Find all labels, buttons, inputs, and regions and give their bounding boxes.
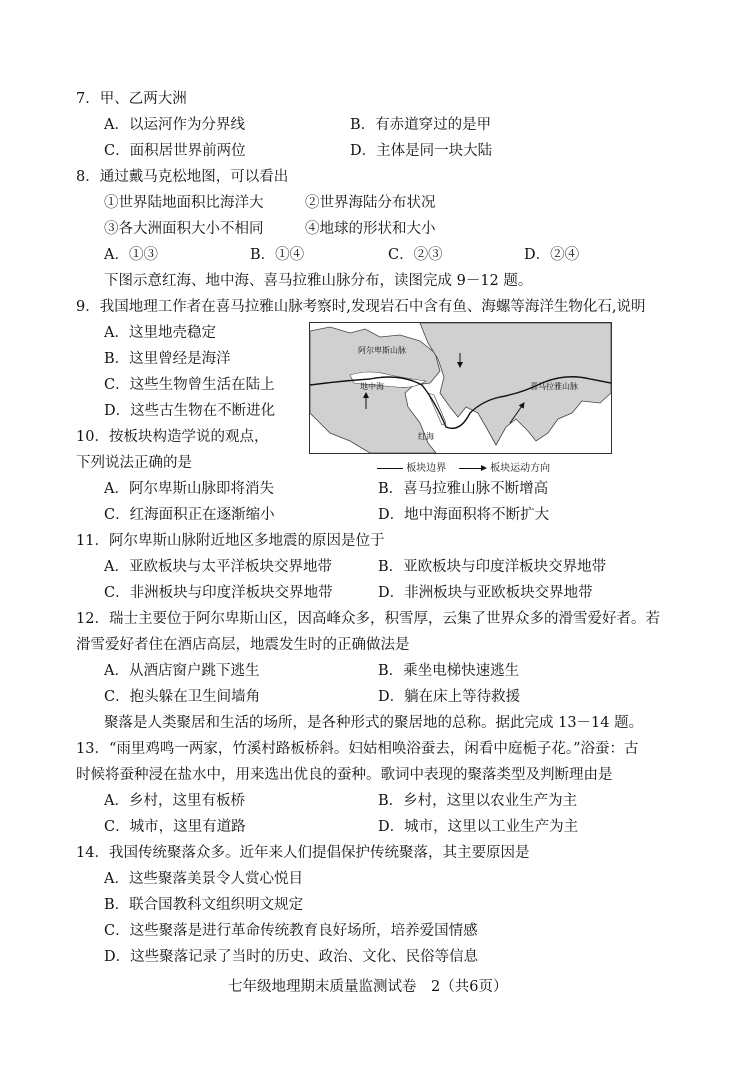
q7-stem: 7．甲、乙两大洲 xyxy=(76,91,187,107)
q14-option-b: B．联合国教科文组织明文规定 xyxy=(104,897,304,913)
q12-stem-line1: 12．瑞士主要位于阿尔卑斯山区，因高峰众多，积雪厚，云集了世界众多的滑雪爱好者。若 xyxy=(76,611,660,627)
legend-motion-arrow xyxy=(459,468,481,469)
q12-option-b: B．乘坐电梯快速逃生 xyxy=(378,663,520,679)
q10-stem-line1: 10．按板块构造学说的观点， xyxy=(76,429,269,445)
q11-option-b: B．亚欧板块与印度洋板块交界地带 xyxy=(378,559,607,575)
q7-option-b: B．有赤道穿过的是甲 xyxy=(350,117,492,133)
q8-option-b: B．①④ xyxy=(250,247,305,263)
plate-map-svg xyxy=(310,323,611,453)
q13-option-a: A．乡村，这里有板桥 xyxy=(104,793,245,809)
q11-option-d: D．非洲板块与亚欧板块交界地带 xyxy=(378,585,593,601)
q13-option-d: D．城市，这里以工业生产为主 xyxy=(378,819,579,835)
legend-boundary-label: 板块边界 xyxy=(406,463,447,474)
q11-stem: 11．阿尔卑斯山脉附近地区多地震的原因是位于 xyxy=(76,533,385,549)
q12-option-a: A．从酒店窗户跳下逃生 xyxy=(104,663,260,679)
label-mediterranean: 地中海 xyxy=(360,382,384,391)
q7-option-a: A．以运河作为分界线 xyxy=(104,117,245,133)
q13-stem-line1: 13．“雨里鸡鸣一两家，竹溪村路板桥斜。妇姑相唤浴蚕去，闲看中庭栀子花。”浴蚕：古 xyxy=(76,741,639,757)
q11-option-c: C．非洲板块与印度洋板块交界地带 xyxy=(104,585,333,601)
q12-option-d: D．躺在床上等待救援 xyxy=(378,689,521,705)
q13-option-c: C．城市，这里有道路 xyxy=(104,819,246,835)
map-legend xyxy=(377,459,550,474)
label-alps: 阿尔卑斯山脉 xyxy=(358,346,406,355)
q9-option-c: C．这些生物曾生活在陆上 xyxy=(104,377,275,393)
legend-motion-label: 板块运动方向 xyxy=(490,463,551,474)
q8-statement-4: ④地球的形状和大小 xyxy=(305,221,436,237)
q8-stem: 8．通过戴马克松地图，可以看出 xyxy=(76,169,289,185)
q10-option-a: A．阿尔卑斯山脉即将消失 xyxy=(104,481,274,497)
q9-option-a: A．这里地壳稳定 xyxy=(104,325,216,341)
q13-option-b: B．乡村，这里以农业生产为主 xyxy=(378,793,578,809)
q8-statement-2: ②世界海陆分布状况 xyxy=(305,195,436,211)
q9-stem: 9．我国地理工作者在喜马拉雅山脉考察时,发现岩石中含有鱼、海螺等海洋生物化石,说明 xyxy=(76,299,646,315)
intro-13-14: 聚落是人类聚居和生活的场所，是各种形式的聚居地的总称。据此完成 13－14 题。 xyxy=(104,715,644,731)
legend-boundary-line xyxy=(377,468,403,469)
label-himalaya: 喜马拉雅山脉 xyxy=(530,382,578,391)
q10-stem-line2: 下列说法正确的是 xyxy=(76,455,192,471)
q12-option-c: C．抱头躲在卫生间墙角 xyxy=(104,689,261,705)
q8-option-d: D．②④ xyxy=(524,247,580,263)
q10-option-d: D．地中海面积将不断扩大 xyxy=(378,507,550,523)
q8-option-c: C．②③ xyxy=(388,247,443,263)
q14-option-a: A．这些聚落美景令人赏心悦目 xyxy=(104,871,303,887)
q14-option-d: D．这些聚落记录了当时的历史、政治、文化、民俗等信息 xyxy=(104,949,479,965)
q14-option-c: C．这些聚落是进行革命传统教育良好场所，培养爱国情感 xyxy=(104,923,478,939)
q7-option-d: D．主体是同一块大陆 xyxy=(350,143,493,159)
q14-stem: 14．我国传统聚落众多。近年来人们提倡保护传统聚落，其主要原因是 xyxy=(76,845,530,861)
page-footer: 七年级地理期末质量监测试卷 2（共6页） xyxy=(228,979,508,995)
q8-option-a: A．①③ xyxy=(104,247,158,263)
intro-9-12: 下图示意红海、地中海、喜马拉雅山脉分布，读图完成 9－12 题。 xyxy=(104,273,533,289)
q9-option-d: D．这些古生物在不断进化 xyxy=(104,403,276,419)
q9-option-b: B．这里曾经是海洋 xyxy=(104,351,231,367)
q13-stem-line2: 时候将蚕种浸在盐水中，用来选出优良的蚕种。歌词中表现的聚落类型及判断理由是 xyxy=(76,767,613,783)
q7-option-c: C．面积居世界前两位 xyxy=(104,143,246,159)
q8-statement-1: ①世界陆地面积比海洋大 xyxy=(104,195,264,211)
q10-option-b: B．喜马拉雅山脉不断增高 xyxy=(378,481,549,497)
label-red-sea: 红海 xyxy=(418,432,434,441)
q8-statement-3: ③各大洲面积大小不相同 xyxy=(104,221,264,237)
legend-arrowhead-icon xyxy=(481,465,487,471)
q10-option-c: C．红海面积正在逐渐缩小 xyxy=(104,507,275,523)
q11-option-a: A．亚欧板块与太平洋板块交界地带 xyxy=(104,559,332,575)
asia-land xyxy=(420,323,611,445)
plate-map-figure xyxy=(309,322,612,454)
q12-stem-line2: 滑雪爱好者住在酒店高层，地震发生时的正确做法是 xyxy=(76,637,410,653)
